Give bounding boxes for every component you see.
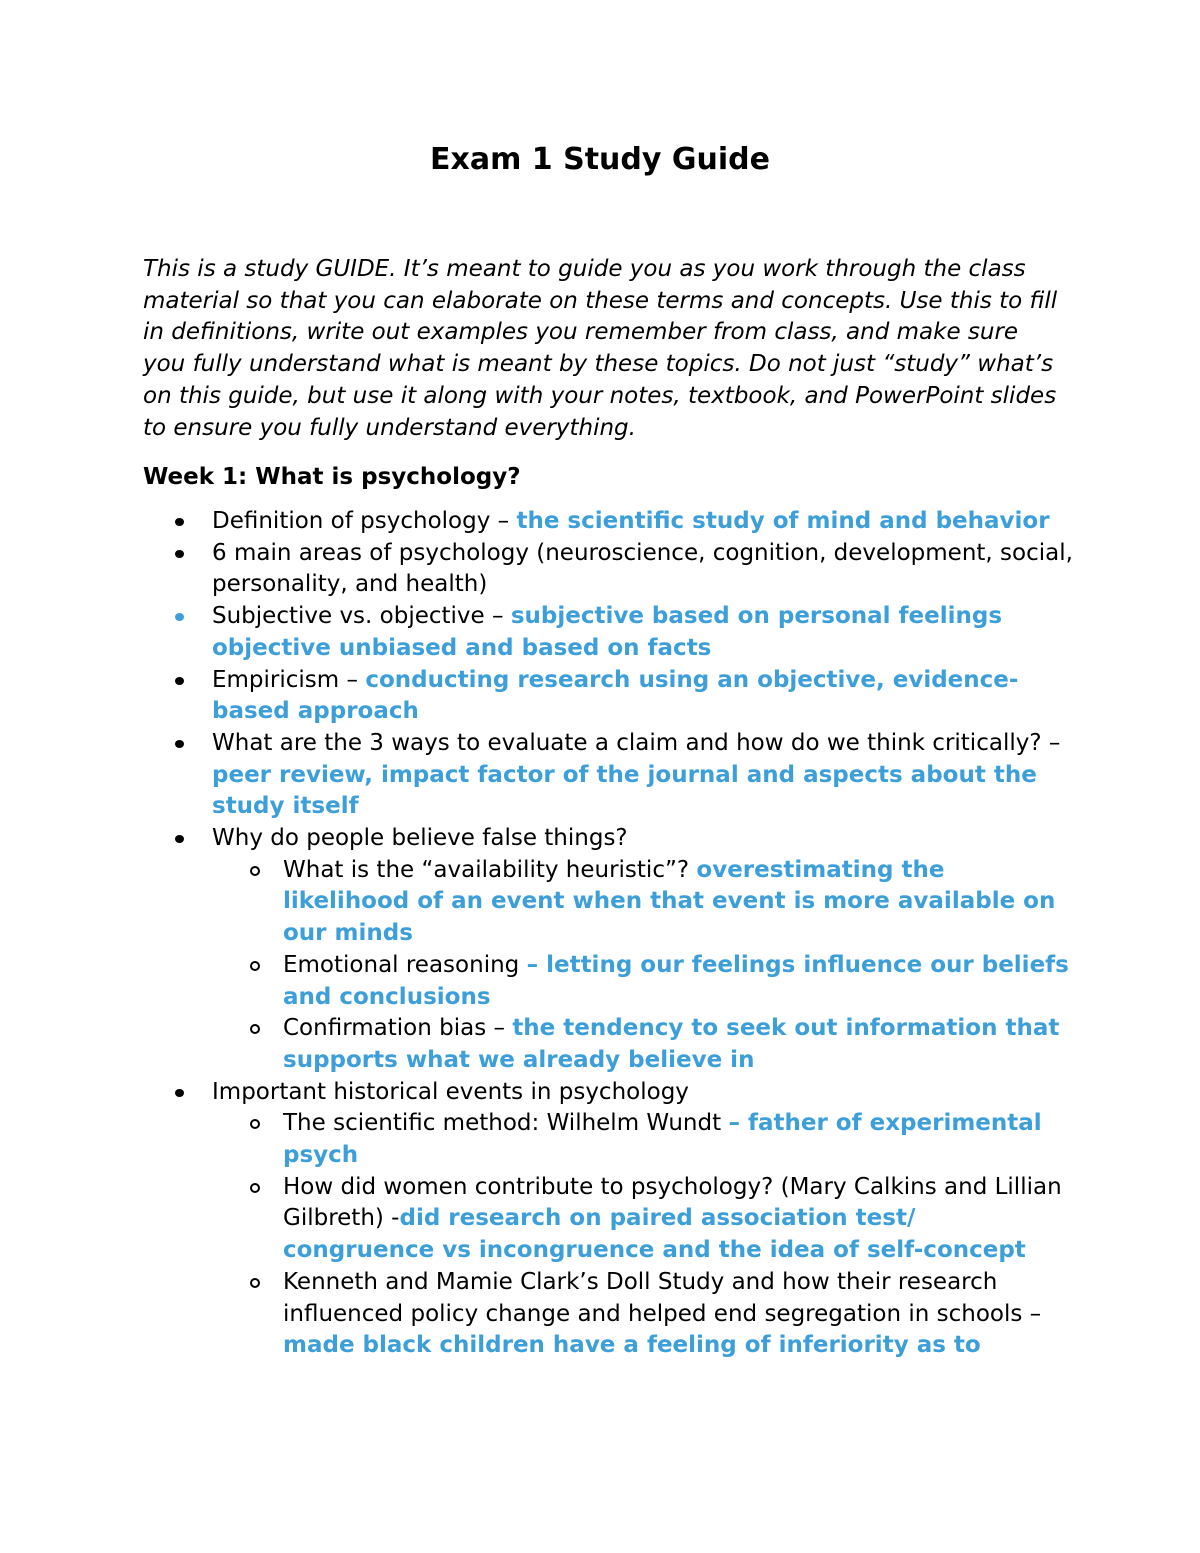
item-text: Why do people believe false things? bbox=[212, 825, 628, 852]
item-text: Empiricism – bbox=[212, 666, 366, 693]
hollow-bullet-icon bbox=[250, 1119, 260, 1129]
intro-paragraph: This is a study GUIDE. It’s meant to guide you as you work through the class material so that you can elaborate on these terms and concepts. Use this to fill in definitions, write out examples you remember from class, and make sure you fully understand what is meant by these topics. Do not just “study” what’s on this guide, but use it along with your notes, textbook, and PowerPoint slides to ensure you fully understand everything. bbox=[143, 256, 1058, 441]
item-text: What are the 3 ways to evaluate a claim and how do we think critically? – bbox=[212, 729, 1061, 756]
item-answer: did research on paired association test/ congruence vs incongruence and the idea of self-concept bbox=[283, 1205, 1026, 1264]
bullet-icon bbox=[175, 677, 184, 685]
bullet-icon bbox=[175, 550, 184, 558]
item-text: Confirmation bias – bbox=[283, 1015, 513, 1042]
item-answer: the tendency to seek out information that supports what we already believe in bbox=[283, 1015, 1060, 1073]
item-text: Kenneth and Mamie Clark’s Doll Study and how their research influenced policy change and helped end segregation in schools – bbox=[283, 1268, 1042, 1327]
list-item bbox=[143, 601, 1073, 664]
hollow-bullet-icon bbox=[250, 961, 260, 971]
item-text: Definition of psychology – bbox=[212, 508, 517, 534]
list-item bbox=[143, 665, 1073, 728]
item-answer: overestimating the likelihood of an event when that event is more available on our minds bbox=[283, 856, 1056, 947]
sub-list-item bbox=[143, 1108, 1073, 1171]
bullet-icon bbox=[175, 835, 184, 843]
sub-list-item bbox=[143, 950, 1073, 1013]
hollow-bullet-icon bbox=[250, 1278, 260, 1288]
bullet-icon bbox=[175, 613, 184, 621]
item-text: How did women contribute to psychology? (Mary Calkins and Lillian Gilbreth) - bbox=[283, 1173, 1062, 1232]
bullet-icon bbox=[175, 740, 184, 748]
list-item bbox=[143, 538, 1073, 601]
item-answer: – letting our feelings influence our beliefs and conclusions bbox=[283, 951, 1069, 1010]
sub-list-item bbox=[143, 1172, 1073, 1267]
list-item bbox=[143, 506, 1073, 538]
bullet-icon bbox=[175, 518, 184, 526]
hollow-bullet-icon bbox=[250, 1024, 260, 1034]
sub-list-item bbox=[143, 1013, 1073, 1076]
list-item bbox=[143, 728, 1073, 823]
item-answer: – father of experimental psych bbox=[283, 1110, 1042, 1169]
item-answer: peer review, impact factor of the journal and aspects about the study itself bbox=[212, 761, 1037, 820]
item-text: Important historical events in psychology bbox=[212, 1078, 689, 1105]
hollow-bullet-icon bbox=[250, 1183, 260, 1193]
item-answer: made black children have a feeling of inferiority as to bbox=[283, 1332, 981, 1359]
item-text: 6 main areas of psychology (neuroscience, cognition, development, social, personality, and health) bbox=[212, 539, 1073, 598]
sub-list-item bbox=[143, 1267, 1073, 1362]
list-item bbox=[143, 823, 1073, 855]
sub-list-item bbox=[143, 855, 1073, 950]
item-answer: conducting research using an objective, evidence-based approach bbox=[212, 666, 1019, 725]
item-text: Emotional reasoning bbox=[283, 951, 527, 978]
item-text: The scientific method: Wilhelm Wundt bbox=[283, 1110, 729, 1137]
item-answer: subjective based on personal feelings objective unbiased and based on facts bbox=[212, 603, 1003, 661]
item-text: What is the “availability heuristic”? bbox=[283, 856, 697, 883]
item-text: Subjective vs. objective – bbox=[212, 603, 511, 630]
item-answer: the scientific study of mind and behavior bbox=[516, 508, 1050, 534]
page-title: Exam 1 Study Guide bbox=[430, 142, 770, 177]
list-item bbox=[143, 1077, 1073, 1109]
hollow-bullet-icon bbox=[250, 866, 260, 876]
bullet-icon bbox=[175, 1089, 184, 1097]
week-1-list bbox=[143, 506, 1073, 1362]
week-1-heading: Week 1: What is psychology? bbox=[143, 464, 521, 490]
